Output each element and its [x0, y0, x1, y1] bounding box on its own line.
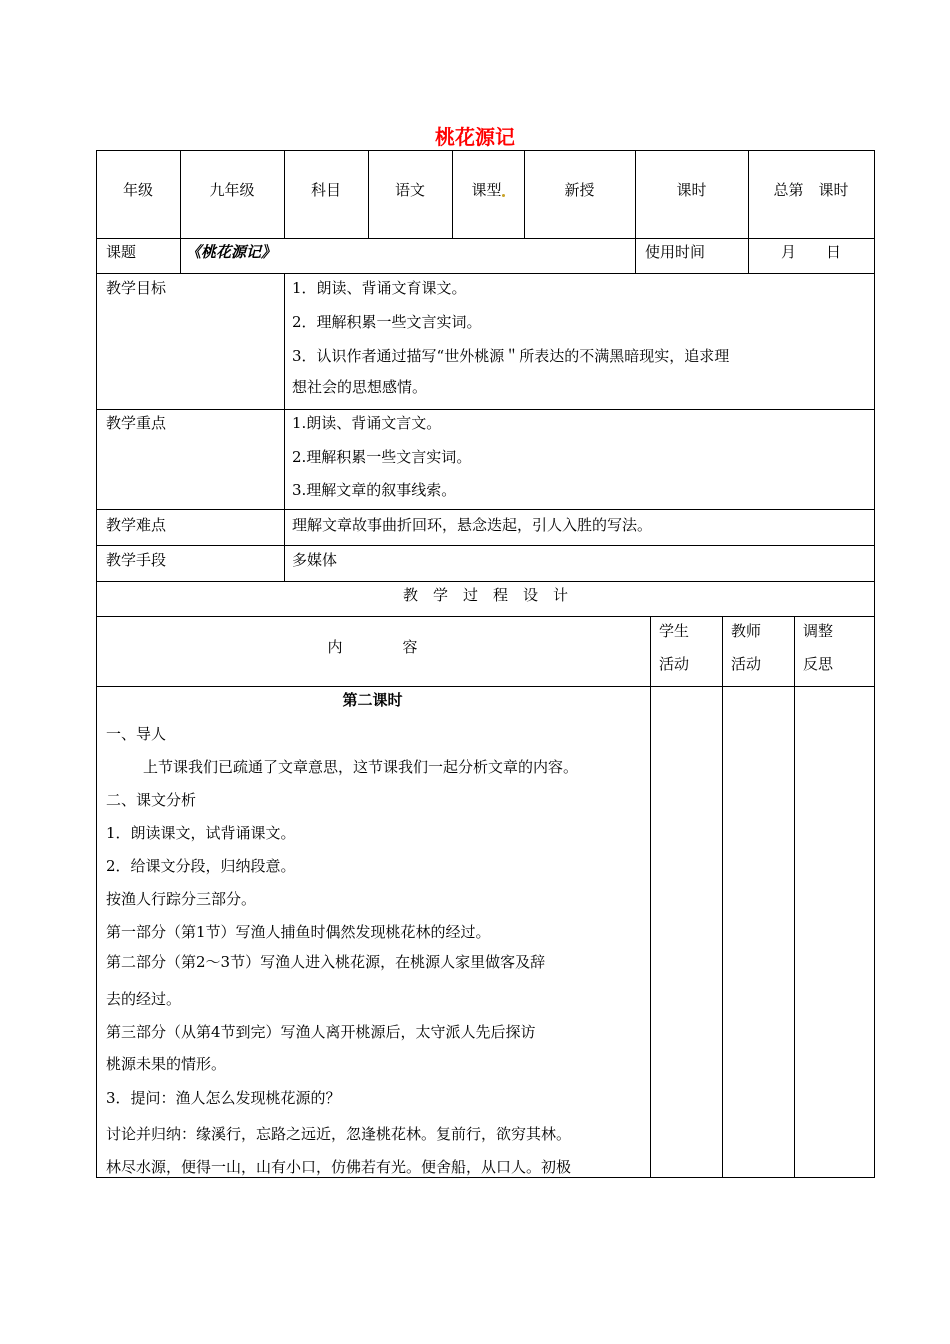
body-line: 1．朗读课文，试背诵课文。: [106, 824, 296, 842]
topic-label: 课题: [106, 243, 137, 261]
body-line: 按渔人行踪分三部分。: [106, 890, 257, 908]
grade-value: 九年级: [209, 181, 255, 199]
body-line: 桃源未果的情形。: [106, 1055, 227, 1073]
hours-label: 课时: [676, 181, 707, 199]
difficulty-value: 理解文章故事曲折回环，悬念迭起，引人入胜的写法。: [292, 516, 653, 534]
section-heading: 一、导人: [106, 725, 167, 743]
usage-time-value: 月 日: [780, 243, 841, 261]
student-column-header: 学生: [659, 622, 690, 640]
lesson-type-value: 新授: [564, 181, 595, 199]
topic-value: 《桃花源记》: [186, 243, 277, 261]
goal-line: 想社会的思想感情。: [292, 378, 428, 396]
goal-line: 1．朗读、背诵文育课文。: [292, 279, 467, 297]
body-line: 2．给课文分段，归纳段意。: [106, 857, 296, 875]
lesson-period-heading: 第二课时: [342, 691, 403, 709]
body-line: 去的经过。: [106, 990, 182, 1008]
hours-value: 总第 课时: [773, 181, 849, 199]
usage-time-label: 使用时间: [645, 243, 706, 261]
teacher-column-header: 活动: [731, 655, 762, 673]
body-line: 讨论并归纳：缘溪行，忘路之远近，忽逢桃花林。复前行，欲穷其林。: [106, 1125, 572, 1143]
stray-dot-mark: [502, 194, 505, 197]
body-line: 第二部分（第2～3节）写渔人进入桃花源，在桃源人家里做客及辞: [106, 953, 546, 971]
grade-label: 年级: [122, 181, 153, 199]
section-heading: 二、课文分析: [106, 791, 197, 809]
body-line: 林尽水源，便得一山，山有小口，仿佛若有光。便舍船，从口人。初极: [106, 1158, 572, 1176]
body-line: 第一部分（第1节）写渔人捕鱼时偶然发现桃花林的经过。: [106, 923, 491, 941]
student-column-header: 活动: [659, 655, 690, 673]
keypoint-line: 1.朗读、背诵文言文。: [292, 414, 442, 432]
means-label: 教学手段: [106, 551, 167, 569]
document-title: 桃花源记: [435, 125, 515, 149]
keypoint-line: 3.理解文章的叙事线索。: [292, 481, 457, 499]
process-design-header: 教 学 过 程 设 计: [402, 586, 568, 604]
adjust-column-header: 反思: [803, 655, 834, 673]
body-paragraph: 上节课我们已疏通了文章意思，这节课我们一起分析文章的内容。: [143, 758, 579, 776]
subject-label: 科目: [310, 181, 341, 199]
goals-label: 教学目标: [106, 279, 167, 297]
content-column-header: 内 容: [327, 638, 418, 656]
difficulty-label: 教学难点: [106, 516, 167, 534]
means-value: 多媒体: [292, 551, 338, 569]
keypoints-label: 教学重点: [106, 414, 167, 432]
keypoint-line: 2.理解积累一些文言实词。: [292, 448, 472, 466]
goal-line: 3．认识作者通过描写“世外桃源＂所表达的不满黑暗现实，追求理: [292, 347, 730, 365]
subject-value: 语文: [394, 181, 425, 199]
teacher-column-header: 教师: [731, 622, 762, 640]
lesson-type-label: 课型: [471, 181, 502, 199]
goal-line: 2．理解积累一些文言实词。: [292, 313, 482, 331]
body-line: 第三部分（从第4节到完）写渔人离开桃源后，太守派人先后探访: [106, 1023, 536, 1041]
adjust-column-header: 调整: [803, 622, 834, 640]
body-line: 3．提问：渔人怎么发现桃花源的？: [106, 1089, 341, 1107]
